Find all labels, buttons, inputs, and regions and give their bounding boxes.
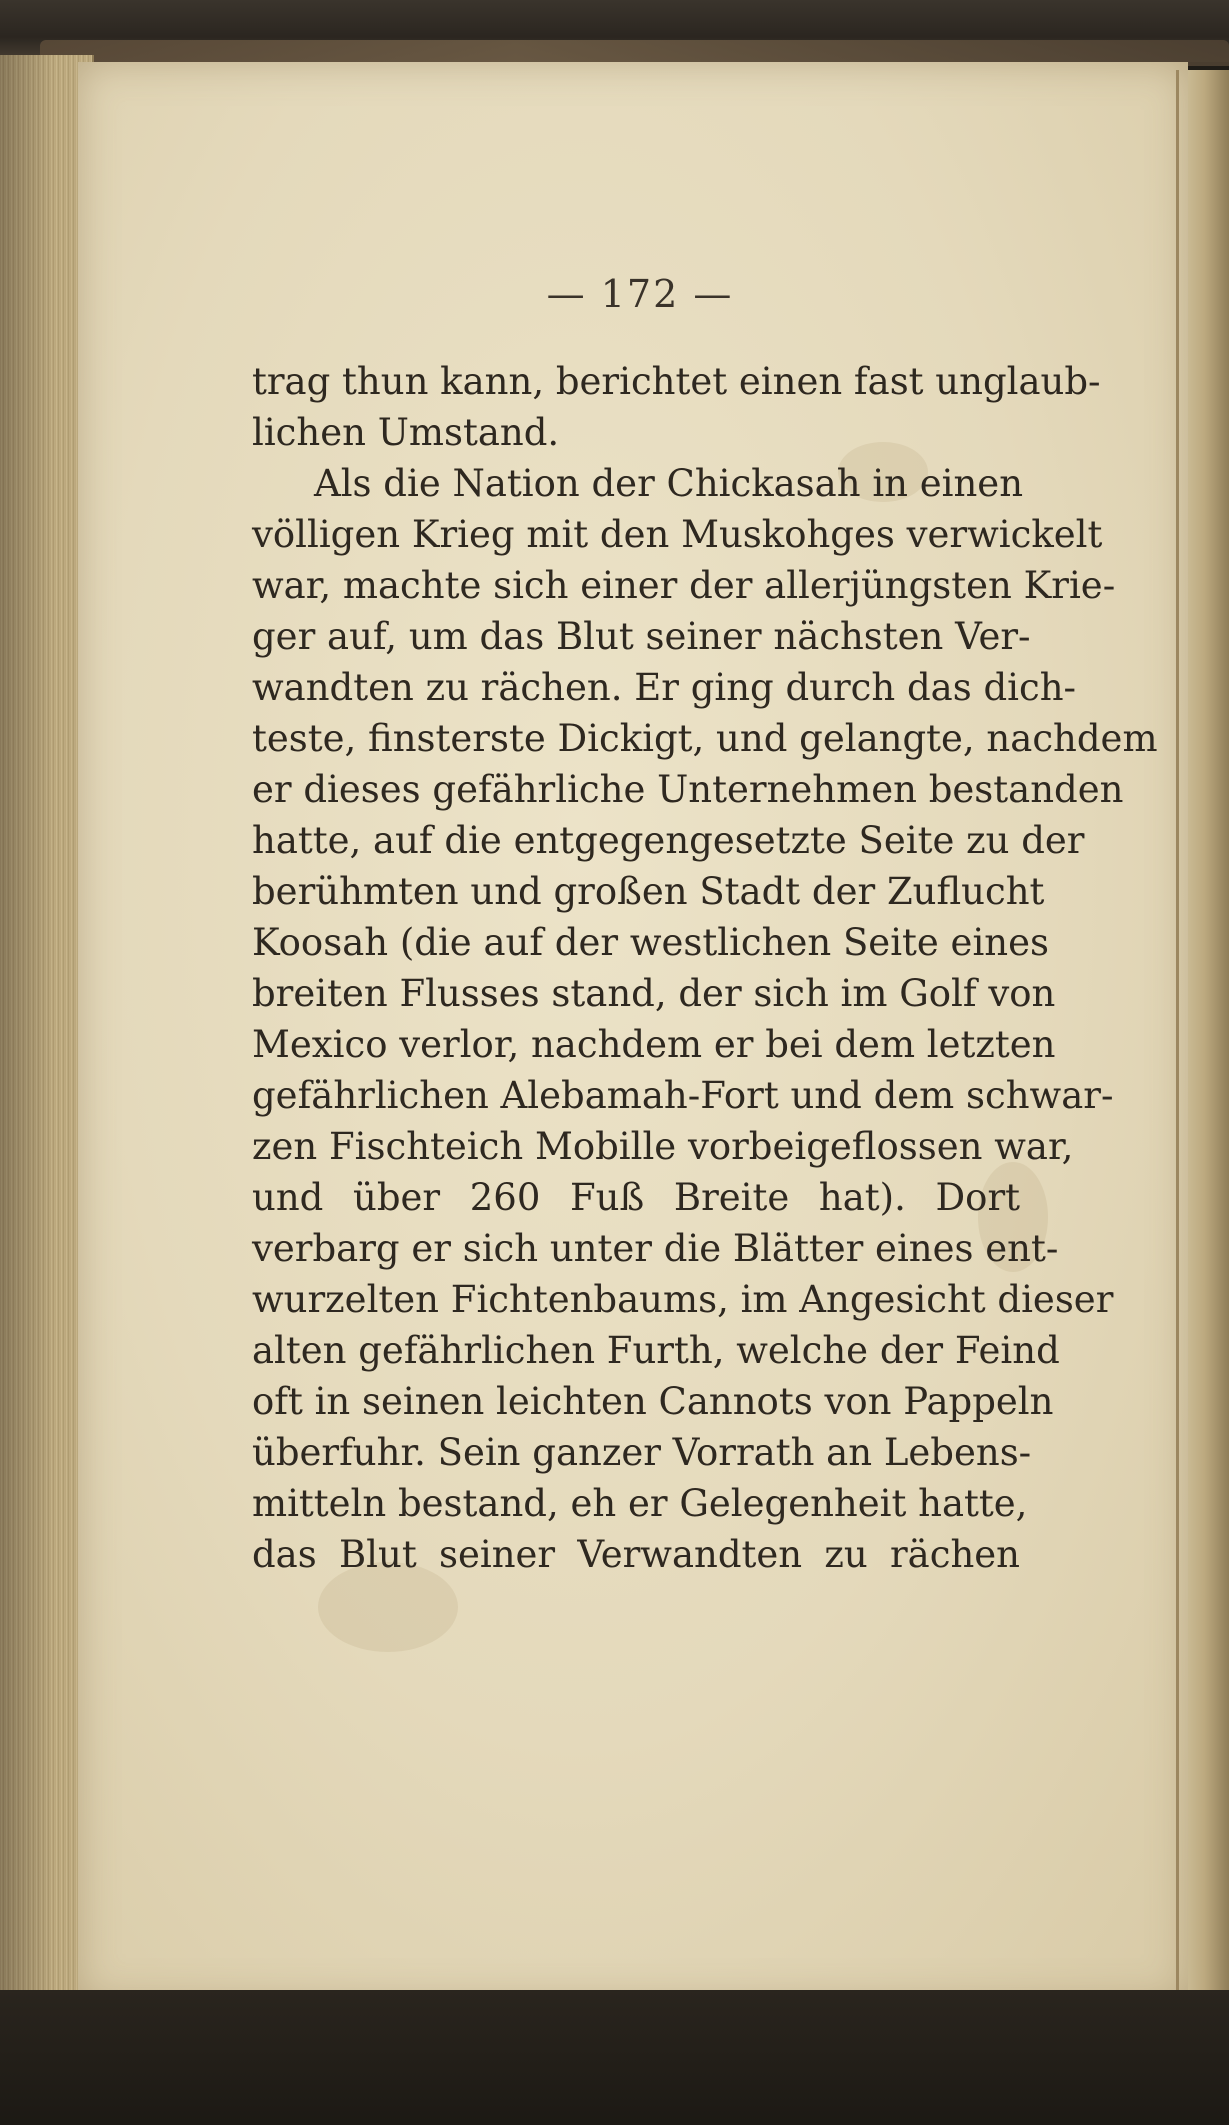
text-line: und über 260 Fuß Breite hat). Dort [252,1176,1020,1219]
text-line: teste, finsterste Dickigt, und gelangte, nachdem [252,717,1158,760]
gutter-line [1176,70,1179,1990]
text-line: Als die Nation der Chickasah in einen [314,462,1024,505]
text-line: lichen Umstand. [252,411,560,454]
text-line: gefährlichen Alebamah-Fort und dem schwar- [252,1074,1114,1117]
text-line: völligen Krieg mit den Muskohges verwickelt [252,513,1103,556]
text-line: trag thun kann, berichtet einen fast unglaub- [252,360,1101,403]
book-cover-bottom-edge [0,1990,1229,2125]
text-line: wandten zu rächen. Er ging durch das dich- [252,666,1077,709]
text-line: verbarg er sich unter die Blätter eines ent- [252,1227,1059,1270]
text-line: hatte, auf die entgegengesetzte Seite zu der [252,819,1085,862]
text-line: breiten Flusses stand, der sich im Golf von [252,972,1056,1015]
text-line: Koosah (die auf der westlichen Seite eines [252,921,1049,964]
body-text [252,356,1158,1580]
text-line: überfuhr. Sein ganzer Vorrath an Lebens- [252,1431,1032,1474]
text-line: wurzelten Fichtenbaums, im Angesicht dieser [252,1278,1114,1321]
page-number-header: — 172 — [546,272,734,316]
text-line: alten gefährlichen Furth, welche der Feind [252,1329,1060,1372]
text-line: Mexico verlor, nachdem er bei dem letzten [252,1023,1056,1066]
text-line: das Blut seiner Verwandten zu rächen [252,1533,1020,1576]
text-line: ger auf, um das Blut seiner nächsten Ver- [252,615,1031,658]
text-line: zen Fischteich Mobille vorbeigeflossen war, [252,1125,1074,1168]
text-line: berühmten und großen Stadt der Zuflucht [252,870,1045,913]
text-line: mitteln bestand, eh er Gelegenheit hatte, [252,1482,1028,1525]
text-line: er dieses gefährliche Unternehmen bestanden [252,768,1124,811]
text-line: war, machte sich einer der allerjüngsten Krie- [252,564,1116,607]
text-line: oft in seinen leichten Cannots von Pappeln [252,1380,1054,1423]
